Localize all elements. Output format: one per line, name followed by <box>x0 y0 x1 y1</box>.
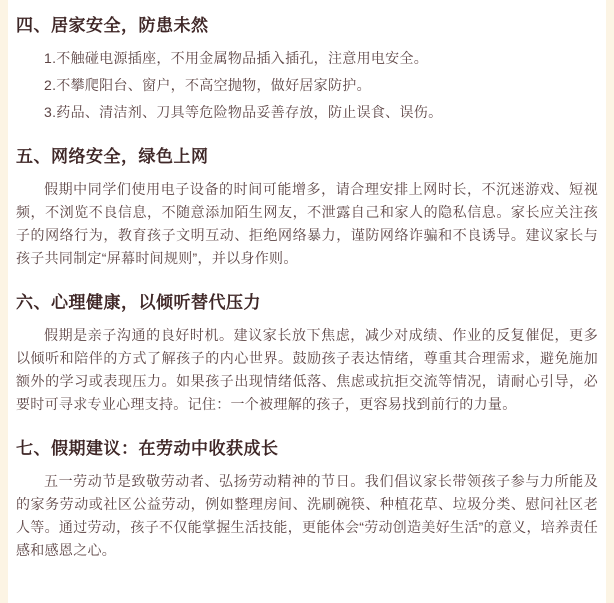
paragraph: 假期中同学们使用电子设备的时间可能增多，请合理安排上网时长，不沉迷游戏、短视频，不浏览不良信息，不随意添加陌生网友，不泄露自己和家人的隐私信息。家长应关注孩子的网络行为，教育孩子文明互动、拒绝网络暴力，谨防网络诈骗和不良诱导。建议家长与孩子共同制定“屏幕时间规则”，并以身作则。 <box>16 181 598 266</box>
section-heading: 六、心理健康，以倾听替代压力 <box>16 293 261 312</box>
section-heading: 四、居家安全，防患未然 <box>16 16 209 35</box>
paragraph: 3.药品、清洁剂、刀具等危险物品妥善存放，防止误食、误伤。 <box>44 104 443 120</box>
section-heading: 五、网络安全，绿色上网 <box>16 147 209 166</box>
document-section <box>16 145 598 270</box>
document-section <box>16 291 598 416</box>
paragraph: 假期是亲子沟通的良好时机。建议家长放下焦虑，减少对成绩、作业的反复催促，更多以倾听和陪伴的方式了解孩子的内心世界。鼓励孩子表达情绪，尊重其合理需求，避免施加额外的学习或表现压力。如果孩子出现情绪低落、焦虑或抗拒交流等情况，请耐心引导，必要时可寻求专业心理支持。记住：一个被理解的孩子，更容易找到前行的力量。 <box>16 327 598 412</box>
document-section <box>16 14 598 124</box>
document-section <box>16 437 598 562</box>
paragraph: 五一劳动节是致敬劳动者、弘扬劳动精神的节日。我们倡议家长带领孩子参与力所能及的家务劳动或社区公益劳动，例如整理房间、洗刷碗筷、种植花草、垃圾分类、慰问社区老人等。通过劳动，孩子不仅能掌握生活技能，更能体会“劳动创造美好生活”的意义，培养责任感和感恩之心。 <box>16 473 598 558</box>
section-heading: 七、假期建议：在劳动中收获成长 <box>16 439 279 458</box>
article-content <box>8 0 606 603</box>
paragraph: 2.不攀爬阳台、窗户，不高空抛物，做好居家防护。 <box>44 77 371 93</box>
paragraph: 1.不触碰电源插座，不用金属物品插入插孔，注意用电安全。 <box>44 50 429 66</box>
